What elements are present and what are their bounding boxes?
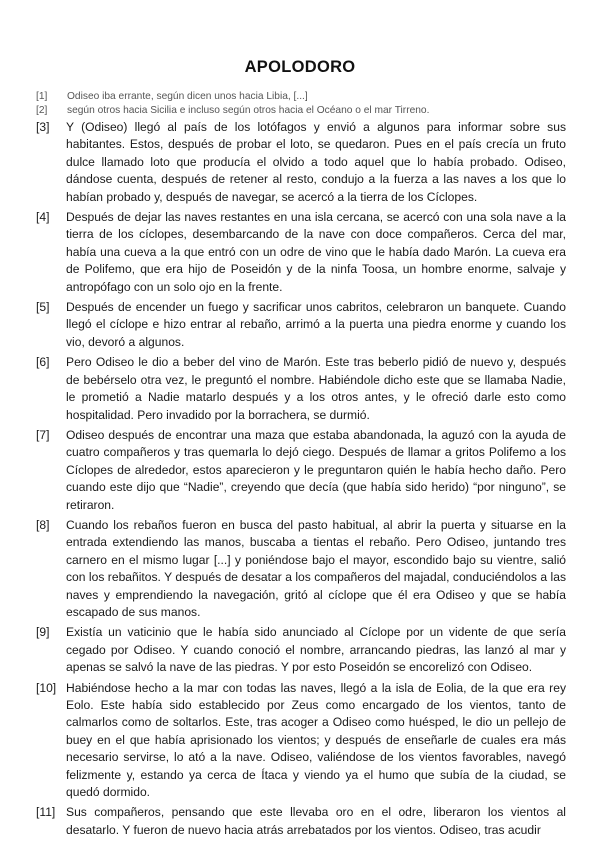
note-text: según otros hacia Sicilia e incluso según otros hacia el Océano o el mar Tirreno. (67, 105, 430, 116)
paragraph-item (36, 299, 566, 351)
paragraph-text: Después de encender un fuego y sacrificar unos cabritos, celebraron un banquete. Cuando llegó el cíclope e hizo entrar al rebaño, arrimó a la puerta una piedra enorme y cuando los vio, devoró a algunos. (66, 300, 566, 349)
paragraph-item (36, 427, 566, 514)
paragraph-number: [10] (36, 680, 57, 695)
paragraph-item (36, 804, 566, 839)
paragraph-text: Y (Odiseo) llegó al país de los lotófagos y envió a algunos para informar sobre sus habitantes. Estos, después de probar el loto, se quedaron. Pues en el país crecía un fruto dulce llamado loto que producía el olvido a todo aquel que lo había probado. Odiseo, dándose cuenta, después de retener al resto, condujo a la fuerza a las naves a los que lo habían probado y, después de navegar, se acercó a la tierra de los Cíclopes. (66, 120, 566, 204)
note-number: [2] (36, 105, 48, 116)
note-item (36, 104, 566, 118)
paragraph-item (36, 517, 566, 621)
paragraph-number: [11] (36, 805, 56, 820)
note-text: Odiseo iba errante, según dicen unos hacia Libia, [...] (67, 91, 308, 102)
note-number: [1] (36, 91, 48, 102)
paragraph-text: Cuando los rebaños fueron en busca del pasto habitual, al abrir la puerta y situarse en la entrada extendiendo las manos, buscaba a tientas el rebaño. Pero Odiseo, juntando tres carnero en el mismo lugar [...] y poniéndose bajo el mayor, escondido bajo su vientre, salió con los rebañitos. Y después de desatar a los compañeros del majadal, conduciéndolos a las naves y emprendiendo la navegación, gritó al cíclope que él era Odiseo y que se había escapado de sus manos. (66, 517, 566, 619)
paragraph-text: Sus compañeros, pensando que este llevaba oro en el odre, liberaron los vientos al desatarlo. Y fueron de nuevo hacia atrás arrebatados por los vientos. Odiseo, tras acudir (66, 805, 566, 837)
paragraph-number: [5] (36, 300, 50, 315)
paragraph-number: [7] (36, 427, 50, 442)
paragraph-item (36, 354, 566, 424)
paragraph-item (36, 119, 566, 206)
paragraph-text: Existía un vaticinio que le había sido anunciado al Cíclope por un vidente de que sería cegado por Odiseo. Y cuando conoció el nombre, arrancando piedras, las lanzó al mar y apenas se salvó la nave de las piedras. Y por esto Poseidón se encorelizó con Odiseo. (66, 625, 566, 675)
paragraph-item (36, 624, 566, 676)
paragraph-text: Pero Odiseo le dio a beber del vino de Marón. Este tras beberlo pidió de nuevo y, después de bebérselo otra vez, le preguntó el nombre. Habiéndole dicho este que se llamaba Nadie, le prometió a Nadie matarlo después y a los otros antes, y le ofreció darle esto como hospitalidad. Pero invadido por la borrachera, se durmió. (66, 355, 566, 422)
paragraph-number: [8] (36, 517, 50, 532)
paragraph-number: [6] (36, 355, 50, 370)
paragraph-list (36, 119, 566, 842)
note-item (36, 90, 566, 104)
paragraph-text: Después de dejar las naves restantes en una isla cercana, se acercó con una sola nave a la tierra de los cíclopes, desembarcando de la nave con doce compañeros. Cerca del mar, había una cueva a la que entró con un odre de vino que le había dado Marón. La cueva era de Polifemo, que era hijo de Poseidón y de la ninfa Toosa, un hombre enorme, salvaje y antropófago con un solo ojo en la frente. (66, 210, 566, 294)
paragraph-number: [4] (36, 210, 50, 225)
document-title: APOLODORO (244, 58, 356, 76)
paragraph-number: [9] (36, 625, 50, 640)
paragraph-item (36, 209, 566, 296)
paragraph-number: [3] (36, 120, 50, 134)
paragraph-text: Odiseo después de encontrar una maza que estaba abandonada, la aguzó con la ayuda de cuatro compañeros y tras quemarla lo dejó ciego. Después de llamar a gritos Polifemo a los Cíclopes de alrededor, estos aparecieron y le preguntaron quién le había hecho daño. Pero cuando este dijo que “Nadie”, creyendo que decía (que había sido herido) “por ninguno”, se retiraron. (66, 427, 566, 512)
paragraph-text: Habiéndose hecho a la mar con todas las naves, llegó a la isla de Eolia, de la que era rey Eolo. Este había sido establecido por Zeus como encargado de los vientos, tanto de calmarlos como de soltarlos. Este, tras acoger a Odiseo como huésped, le dio un pellejo de buey en el que había aprisionado los vientos; y después de enseñarle de cuales era más necesario servirse, lo ató a la nave. Odiseo, valiéndose de los vientos favorables, navegó felizmente y, estando ya cerca de Ítaca y viendo ya el humo que subía de la ciudad, se quedó dormido. (66, 680, 566, 800)
notes-list (36, 90, 566, 118)
paragraph-item (36, 680, 566, 802)
